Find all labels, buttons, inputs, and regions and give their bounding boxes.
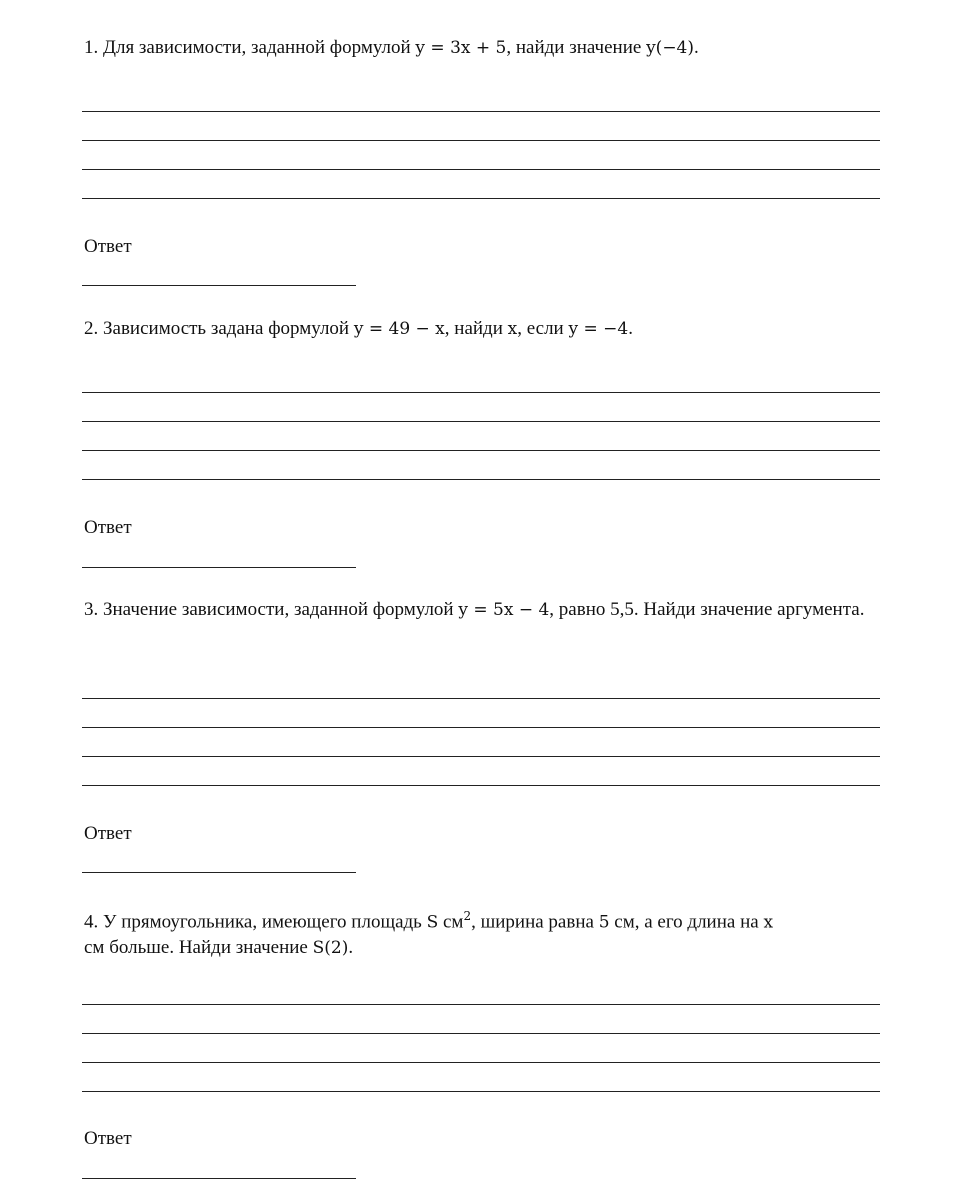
writing-line [82, 756, 880, 757]
task-text: У прямоугольника, имеющего площадь [103, 911, 422, 933]
task-text: Зависимость задана формулой [103, 318, 350, 339]
task-text: , ширина равна [471, 911, 594, 933]
writing-line [82, 111, 880, 112]
writing-line [82, 450, 880, 451]
writing-line [82, 698, 880, 699]
task-number: 3. [84, 599, 99, 620]
formula: x [507, 319, 518, 339]
task-text: , найди [444, 318, 503, 339]
task-text: Для зависимости, заданной формулой [103, 37, 411, 58]
task-4 [84, 903, 880, 961]
task-number: 4. [84, 911, 99, 933]
unit: см [443, 911, 464, 933]
answer-label: Ответ [84, 236, 132, 257]
formula: 5 [598, 912, 610, 933]
formula: x [763, 912, 774, 933]
writing-line [82, 392, 880, 393]
writing-line [82, 479, 880, 480]
writing-line [82, 1091, 880, 1092]
task-3 [84, 597, 880, 623]
task-text: . [628, 318, 633, 339]
writing-line [82, 140, 880, 141]
writing-line [82, 169, 880, 170]
writing-line [82, 1033, 880, 1034]
formula: S [426, 912, 439, 933]
writing-line [82, 1062, 880, 1063]
task-text: , равно 5,5. Найди значение аргумента. [549, 599, 865, 620]
task-text: Значение зависимости, заданной формулой [103, 599, 454, 620]
writing-line [82, 198, 880, 199]
task-text: см, а его длина на [614, 911, 759, 933]
formula: y = 3x + 5 [415, 38, 507, 58]
task-number: 1. [84, 37, 99, 58]
task-text: см больше. Найди значение [84, 937, 308, 959]
task-text: . [694, 37, 699, 58]
formula: y = −4 [568, 319, 629, 339]
answer-label: Ответ [84, 517, 132, 538]
writing-line [82, 421, 880, 422]
answer-field-1[interactable] [82, 285, 356, 286]
formula: S(2) [312, 938, 349, 959]
formula: y = 5x − 4 [458, 600, 550, 620]
task-1 [84, 35, 880, 61]
task-2 [84, 316, 880, 342]
answer-field-4[interactable] [82, 1178, 356, 1179]
task-text: , если [517, 318, 564, 339]
formula: y(−4) [646, 38, 695, 58]
answer-field-3[interactable] [82, 872, 356, 873]
task-text: . [348, 937, 354, 959]
superscript: 2 [463, 909, 472, 923]
task-number: 2. [84, 318, 99, 339]
writing-line [82, 785, 880, 786]
answer-label: Ответ [84, 823, 132, 844]
answer-field-2[interactable] [82, 567, 356, 568]
task-text: , найди значение [506, 37, 642, 58]
writing-line [82, 727, 880, 728]
answer-label: Ответ [84, 1128, 132, 1149]
formula: y = 49 − x [353, 319, 445, 339]
writing-line [82, 1004, 880, 1005]
